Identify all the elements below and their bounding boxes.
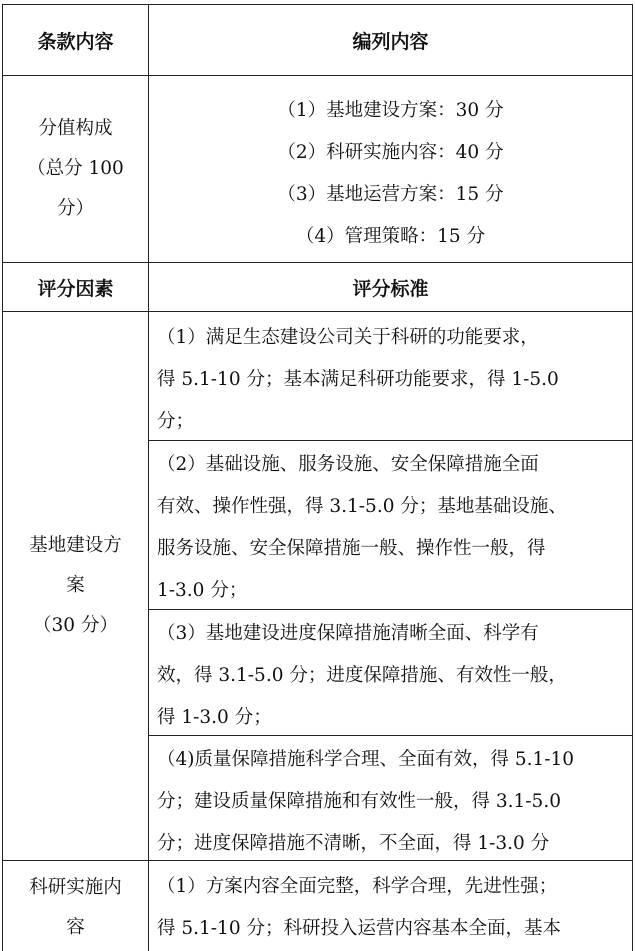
research-criterion-1 [157, 866, 629, 950]
criterion-line: 分； [157, 411, 195, 432]
criterion-line: 得 5.1-10 分；基本满足科研功能要求，得 1-5.0 [157, 369, 559, 390]
header-clause-content: 条款内容 [37, 30, 114, 53]
header-scoring-criteria: 评分标准 [352, 277, 429, 300]
header-scoring-factor: 评分因素 [37, 277, 114, 300]
criterion-line: 1-3.0 分； [157, 580, 248, 601]
score-item: （1）基地建设方案：30 分 [277, 100, 504, 121]
score-composition-label [3, 76, 148, 262]
criterion-3 [157, 613, 629, 739]
criterion-line: （3）基地建设进度保障措施清晰全面、科学有 [157, 623, 539, 644]
score-item: （2）科研实施内容：40 分 [277, 142, 504, 163]
label-line: 分） [56, 198, 94, 219]
label-line: （总分 100 [27, 158, 124, 179]
label-line: （30 分） [33, 615, 118, 636]
table-right-border [632, 4, 633, 951]
criterion-line: 分；建设质量保障措施和有效性一般，得 3.1-5.0 [157, 791, 561, 812]
label-line: 分值构成 [38, 118, 113, 139]
criterion-line: （2）基础设施、服务设施、安全保障措施全面 [157, 454, 539, 475]
criterion-line: （4)质量保障措施科学合理、全面有效，得 5.1-10 [157, 749, 575, 770]
criterion-4 [157, 739, 629, 865]
header-compiled-content: 编列内容 [352, 30, 429, 53]
research-content-label [3, 868, 148, 948]
base-construction-label [3, 312, 148, 860]
criterion-line: （1）方案内容全面完整，科学合理，先进性强； [157, 876, 558, 897]
criterion-1 [157, 317, 629, 443]
criterion-line: 有效、操作性强，得 3.1-5.0 分；基地基础设施、 [157, 496, 567, 517]
criterion-line: 得 1-3.0 分； [157, 707, 272, 728]
label-line: 科研实施内 [29, 877, 122, 898]
score-item: （4）管理策略：15 分 [295, 226, 486, 247]
criterion-line: 分；进度保障措施不清晰，不全面，得 1-3.0 分 [157, 833, 550, 854]
criterion-line: 服务设施、安全保障措施一般、操作性一般，得 [157, 538, 546, 559]
criterion-line: 效，得 3.1-5.0 分；进度保障措施、有效性一般， [157, 665, 567, 686]
label-line: 案 [66, 575, 85, 596]
label-line: 基地建设方 [29, 535, 122, 556]
label-line: 容 [66, 917, 85, 938]
criterion-line: （1）满足生态建设公司关于科研的功能要求， [157, 327, 539, 348]
criterion-2 [157, 444, 629, 612]
score-composition-list [149, 90, 632, 258]
criterion-line: 得 5.1-10 分；科研投入运营内容基本全面，基本 [157, 918, 561, 939]
score-item: （3）基地运营方案：15 分 [277, 184, 504, 205]
